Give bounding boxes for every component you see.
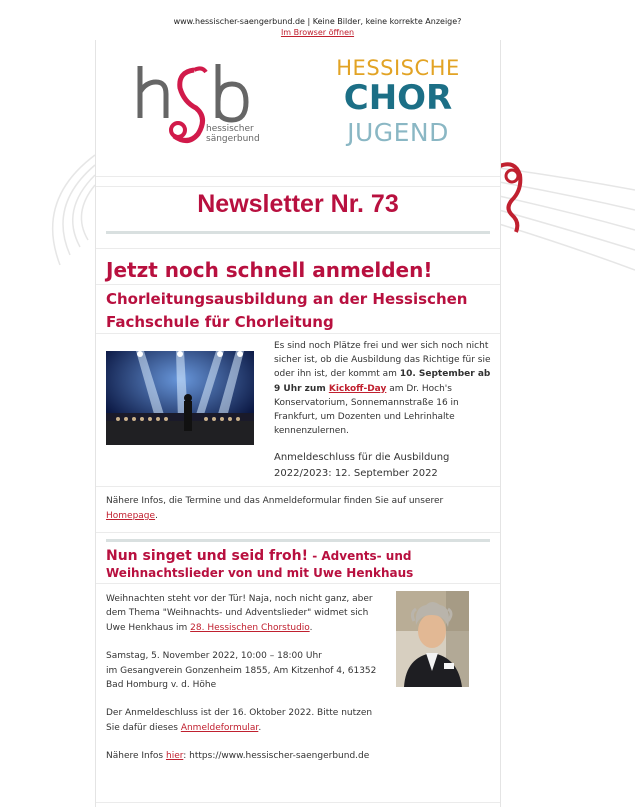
article2-date-line2: im Gesangverein Gonzenheim 1855, Am Kitzenhof 4, 61352 Bad Homburg v. d. Höhe xyxy=(106,665,377,691)
article2-headline-sub: - Advents- und Weihnachtslieder von und mit Uwe Henkhaus xyxy=(106,549,414,580)
hsb-logo[interactable] xyxy=(136,58,272,150)
newsletter-title: Newsletter Nr. 73 xyxy=(197,190,399,218)
article1-more-info-text: Nähere Infos, die Termine und das Anmeldeformular finden Sie auf unserer xyxy=(106,496,444,506)
article1-more-info xyxy=(106,494,490,524)
article2-info-text: Nähere Infos xyxy=(106,751,166,762)
separator xyxy=(96,248,500,249)
uwe-henkhaus-portrait xyxy=(396,591,469,687)
article2-intro-end: . xyxy=(309,622,313,633)
article2-intro-text: Weihnachten steht vor der Tür! Naja, noch nicht ganz, aber dem Thema "Weihnachts- und Adventslieder" widmet sich Uwe Henkhaus im xyxy=(106,594,373,633)
preheader-text: www.hessischer-saengerbund.de | Keine Bilder, keine korrekte Anzeige? xyxy=(173,17,462,26)
article1-body-bold: 10. September ab 9 Uhr zum xyxy=(274,369,491,394)
hessisches-chorstudio-link[interactable]: 28. Hessischen Chorstudio xyxy=(190,622,310,633)
hier-link[interactable]: hier xyxy=(165,751,184,762)
section-divider xyxy=(106,231,490,234)
article2-body xyxy=(106,592,378,778)
hsb-logo-line1: hessischer xyxy=(206,124,254,134)
article1-body-text: Es sind noch Plätze frei und wer sich noch nicht sicher ist, ob die Ausbildung das Richtige für sie oder ihn ist, der kommt am xyxy=(274,341,491,380)
article2-headline-main: Nun singet und seid froh! xyxy=(106,548,309,564)
separator xyxy=(96,176,500,177)
article2-deadline-text: Der Anmeldeschluss ist der 16. Oktober 2022. Bitte nutzen Sie dafür dieses xyxy=(106,708,373,733)
article2-date-line1: Samstag, 5. November 2022, 10:00 – 18:00 Uhr xyxy=(106,651,322,662)
concert-photo xyxy=(106,351,254,445)
article1-subheadline: Chorleitungsausbildung an der Hessischen Fachschule für Chorleitung xyxy=(106,290,468,331)
article1-deadline: Anmeldeschluss für die Ausbildung 2022/2023: 12. September 2022 xyxy=(274,452,450,480)
logo-bar xyxy=(96,40,500,176)
hessische-chorjugend-logo[interactable] xyxy=(332,56,464,152)
article2-deadline-end: . xyxy=(258,722,262,733)
separator xyxy=(96,532,500,533)
separator xyxy=(96,802,500,803)
article2-headline xyxy=(106,548,496,582)
newsletter-container xyxy=(95,40,501,807)
article2-info xyxy=(106,749,378,763)
article2-deadline xyxy=(106,706,378,735)
section-divider xyxy=(106,539,490,542)
article1-headline: Jetzt noch schnell anmelden! xyxy=(106,258,433,282)
separator xyxy=(96,284,500,285)
kickoff-day-link[interactable]: Kickoff-Day xyxy=(328,383,387,394)
hcj-logo-line3: JUGEND xyxy=(347,118,449,147)
article1-body-rest: am Dr. Hoch's Konservatorium, Sonnemannstraße 16 in Frankfurt, um Dozenten und Lehrinhalte kennenzulernen. xyxy=(274,383,459,437)
article2-info-url: : https://www.hessischer-saengerbund.de xyxy=(183,751,370,762)
separator xyxy=(96,186,500,187)
separator xyxy=(96,486,500,487)
preheader xyxy=(0,16,635,38)
anmeldeformular-link[interactable]: Anmeldeformular xyxy=(180,722,259,733)
article1-more-info-end: . xyxy=(155,511,158,521)
open-in-browser-link[interactable]: Im Browser öffnen xyxy=(280,28,355,37)
article1-body xyxy=(274,339,494,482)
separator xyxy=(96,333,500,334)
hcj-logo-line1: HESSISCHE xyxy=(336,56,460,80)
article2-intro xyxy=(106,592,378,635)
hcj-logo-line2: CHOR xyxy=(343,78,453,118)
separator xyxy=(96,583,500,584)
article2-date xyxy=(106,649,378,692)
hsb-logo-line2: sängerbund xyxy=(206,134,260,144)
homepage-link[interactable]: Homepage xyxy=(106,511,156,521)
